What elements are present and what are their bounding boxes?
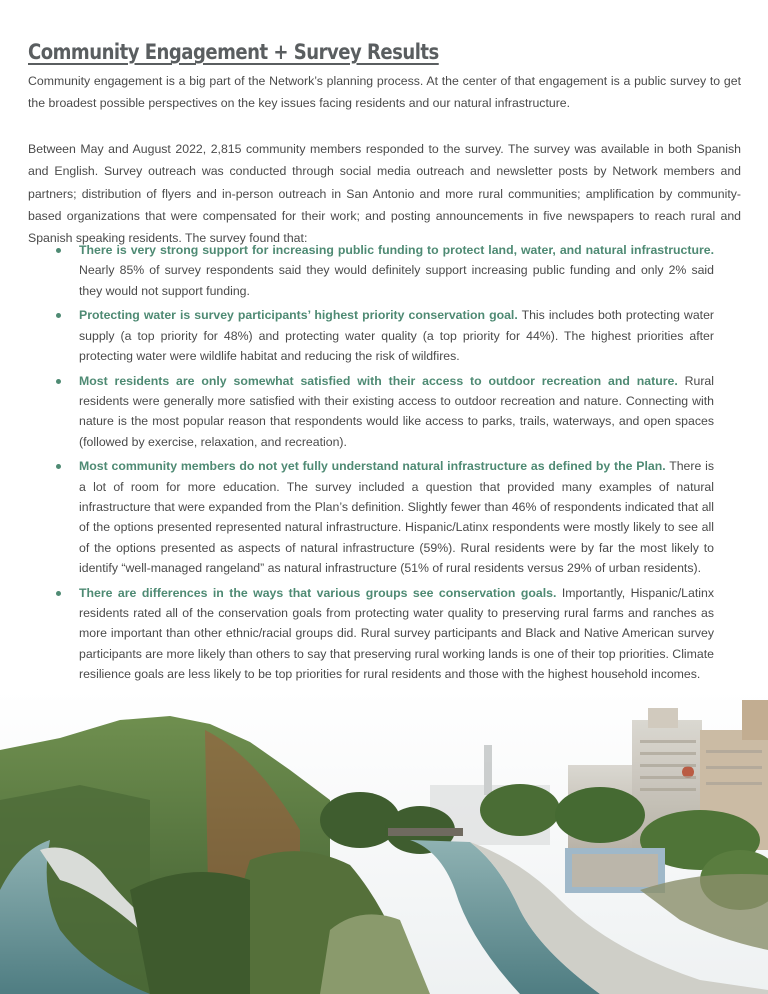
- finding-body: There is a lot of room for more education. The survey included a question that provided many examples of natural infrastructure that were expanded from the Plan’s definition. Slightly fewer than 46% of respondents indicated that all of the options presented represented natural infrastructure. Hispanic/Latinx respondents were mostly likely to see all of the options presented as aspects of natural infrastructure (59%). Rural residents were by far the most likely to identify “well-managed rangeland” as natural infrastructure (51% of rural residents versus 29% of urban residents).: [79, 459, 714, 575]
- bullet-icon: [56, 591, 61, 596]
- survey-paragraph: Between May and August 2022, 2,815 community members responded to the survey. The survey was available in both Spanish and English. Survey outreach was conducted through social media outreach and newsletter posts by Network members and partners; distribution of flyers and in-person outreach in San Antonio and more rural communities; amplification by community-based organizations that were compensated for their work; and posting announcements in five newspapers to reach rural and Spanish speaking residents. The survey found that:: [28, 142, 741, 246]
- bullet-icon: [56, 313, 61, 318]
- finding-item: [48, 456, 714, 578]
- finding-lead: There are differences in the ways that various groups see conservation goals.: [79, 585, 557, 600]
- finding-body: Nearly 85% of survey respondents said they would definitely support increasing public funding and only 2% said they would not support funding.: [79, 263, 714, 298]
- bullet-icon: [56, 464, 61, 469]
- finding-item: [48, 305, 714, 366]
- finding-item: [48, 583, 714, 684]
- finding-item: [48, 240, 714, 301]
- finding-body: Rural residents were generally more satisfied with their existing access to outdoor recreation and nature. Connecting with nature is the most popular reason that respondents would like access to parks, trails, waterways, and open spaces (followed by exercise, relaxation, and recreation).: [79, 373, 714, 449]
- page-title: Community Engagement + Survey Results: [28, 40, 439, 64]
- landscape-collage-illustration: [0, 690, 768, 994]
- finding-lead: Most residents are only somewhat satisfied with their access to outdoor recreation and nature.: [79, 373, 678, 388]
- finding-item: [48, 371, 714, 452]
- finding-lead: Protecting water is survey participants’ highest priority conservation goal.: [79, 308, 518, 323]
- finding-body: Importantly, Hispanic/Latinx residents rated all of the conservation goals from protecting water quality to preserving rural farms and ranches as more important than other ethnic/racial groups did. Rural survey participants and Black and Native American survey participants are more likely than others to say that preserving rural working lands is one of their top priorities. Climate resilience goals are less likely to be top priorities for rural residents and those with the highest household incomes.: [79, 585, 714, 681]
- bridge: [388, 828, 463, 836]
- finding-body: This includes both protecting water supply (a top priority for 48%) and protecting water quality (a top priority for 44%). The highest priorities after protecting water were wildlife habitat and reducing the risk of wildfires.: [79, 308, 715, 363]
- intro-paragraph: Community engagement is a big part of the Network’s planning process. At the center of that engagement is a public survey to get the broadest possible perspectives on the key issues facing residents and our natural infrastructure.: [28, 74, 741, 111]
- bullet-icon: [56, 379, 61, 384]
- findings-list: [48, 240, 714, 689]
- finding-lead: There is very strong support for increasing public funding to protect land, water, and natural infrastructure.: [79, 243, 714, 257]
- bullet-icon: [56, 248, 61, 253]
- finding-lead: Most community members do not yet fully understand natural infrastructure as defined by the Plan.: [79, 459, 666, 474]
